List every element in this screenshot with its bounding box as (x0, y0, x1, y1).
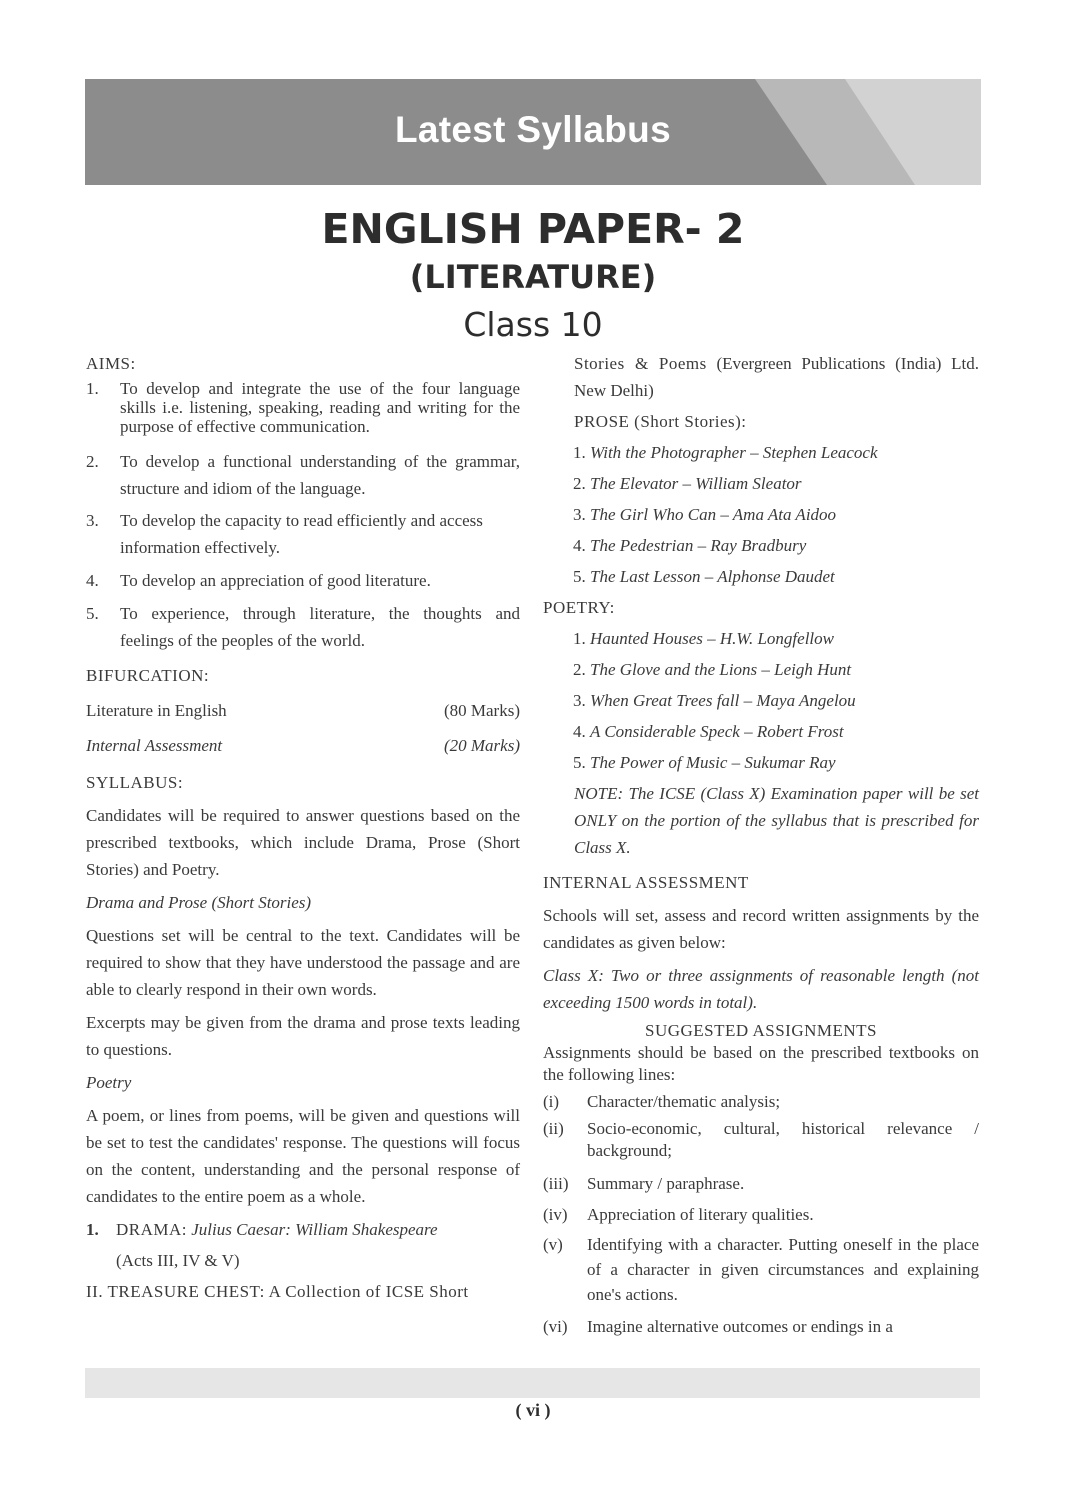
prose-item: 3. The Girl Who Can – Ama Ata Aidoo (573, 505, 837, 524)
treasure-chest-line: II. TREASURE CHEST: A Collection of ICSE Short (86, 1282, 469, 1301)
page-subtitle: (LITERATURE) (409, 258, 657, 296)
prose-item: 2. The Elevator – William Sleator (573, 474, 802, 493)
prose-item: 4. The Pedestrian – Ray Bradbury (573, 536, 807, 555)
drama-prose-heading: Drama and Prose (Short Stories) (86, 893, 312, 912)
aim-item: 5. To experience, through literature, the thoughts and feelings of the peoples of the world. (86, 604, 520, 650)
drama-entry: 1. DRAMA: Julius Caesar: William Shakespeare (86, 1220, 438, 1239)
bifurcation-row: Literature in English (80 Marks) (86, 701, 520, 720)
aims-heading: AIMS: (86, 354, 136, 373)
poetry-heading: Poetry (86, 1073, 132, 1092)
drama-prose-paragraph: Excerpts may be given from the drama and prose texts leading to questions. (86, 1013, 520, 1059)
poetry-list (543, 625, 979, 776)
prose-list (543, 439, 979, 590)
suggested-assignments-heading: SUGGESTED ASSIGNMENTS (645, 1021, 877, 1040)
drama-acts: (Acts III, IV & V) (116, 1251, 240, 1270)
right-column (543, 350, 979, 1340)
aim-item: 1. To develop and integrate the use of the four language skills i.e. listening, speaking, reading and writing for the purpose of effective communication. (86, 379, 520, 436)
aim-item: 4. To develop an appreciation of good literature. (86, 571, 431, 590)
aim-item: 3. To develop the capacity to read efficiently and access information effectively. (86, 511, 483, 557)
assignment-item: (iv) Appreciation of literary qualities. (543, 1205, 814, 1224)
bifurcation-heading: BIFURCATION: (86, 666, 210, 685)
assignment-item: (v) Identifying with a character. Putting oneself in the place of a character in given circumstances and explaining one's actions. (543, 1235, 979, 1304)
class-label: Class 10 (463, 305, 603, 344)
assignment-item: (i) Character/thematic analysis; (543, 1092, 781, 1111)
publisher-line: Stories & Poems (Evergreen Publications (India) Ltd. New Delhi) (574, 354, 979, 400)
drama-prose-paragraph: Questions set will be central to the text. Candidates will be required to show that they have understood the passage and are able to clearly respond in their own words. (86, 926, 520, 999)
poetry-item: 4. A Considerable Speck – Robert Frost (573, 722, 844, 741)
internal-assessment-heading: INTERNAL ASSESSMENT (543, 873, 749, 892)
exam-note: NOTE: The ICSE (Class X) Examination paper will be set ONLY on the portion of the syllabus that is prescribed for Class X. (574, 784, 979, 857)
poetry-item: 3. When Great Trees fall – Maya Angelou (573, 691, 856, 710)
internal-assessment-text: Schools will set, assess and record written assignments by the candidates as given below: (543, 906, 979, 952)
syllabus-heading: SYLLABUS: (86, 773, 184, 792)
aim-item: 2. To develop a functional understanding of the grammar, structure and idiom of the language. (86, 452, 520, 498)
prose-heading: PROSE (Short Stories): (574, 412, 747, 431)
poetry-item: 5. The Power of Music – Sukumar Ray (573, 753, 836, 772)
bifurcation-row: Internal Assessment (20 Marks) (86, 736, 520, 755)
assignment-item: (iii) Summary / paraphrase. (543, 1174, 745, 1193)
poetry-item: 2. The Glove and the Lions – Leigh Hunt (573, 660, 852, 679)
poetry-list-heading: POETRY: (543, 598, 615, 617)
footer-bar (85, 1368, 980, 1398)
assignment-item: (vi) Imagine alternative outcomes or endings in a (543, 1317, 893, 1336)
left-column (86, 350, 520, 1305)
prose-item: 1. With the Photographer – Stephen Leacock (573, 443, 878, 462)
poetry-paragraph: A poem, or lines from poems, will be given and questions will be set to test the candidates' response. The questions will focus on the content, understanding and the personal response of candidates to the entire poem as a whole. (86, 1106, 520, 1206)
poetry-item: 1. Haunted Houses – H.W. Longfellow (573, 629, 834, 648)
suggested-assignments-intro: Assignments should be based on the prescribed textbooks on the following lines: (543, 1043, 979, 1084)
class-x-assignments: Class X: Two or three assignments of reasonable length (not exceeding 1500 words in total). (543, 966, 979, 1012)
page-number: ( vi ) (515, 1400, 551, 1420)
assignment-item: (ii) Socio-economic, cultural, historical relevance / background; (543, 1119, 979, 1160)
syllabus-intro: Candidates will be required to answer questions based on the prescribed textbooks, which include Drama, Prose (Short Stories) and Poetry. (86, 806, 520, 879)
page-title: ENGLISH PAPER- 2 (321, 205, 745, 253)
banner (85, 79, 981, 185)
banner-title: Latest Syllabus (395, 109, 671, 150)
prose-item: 5. The Last Lesson – Alphonse Daudet (573, 567, 835, 586)
